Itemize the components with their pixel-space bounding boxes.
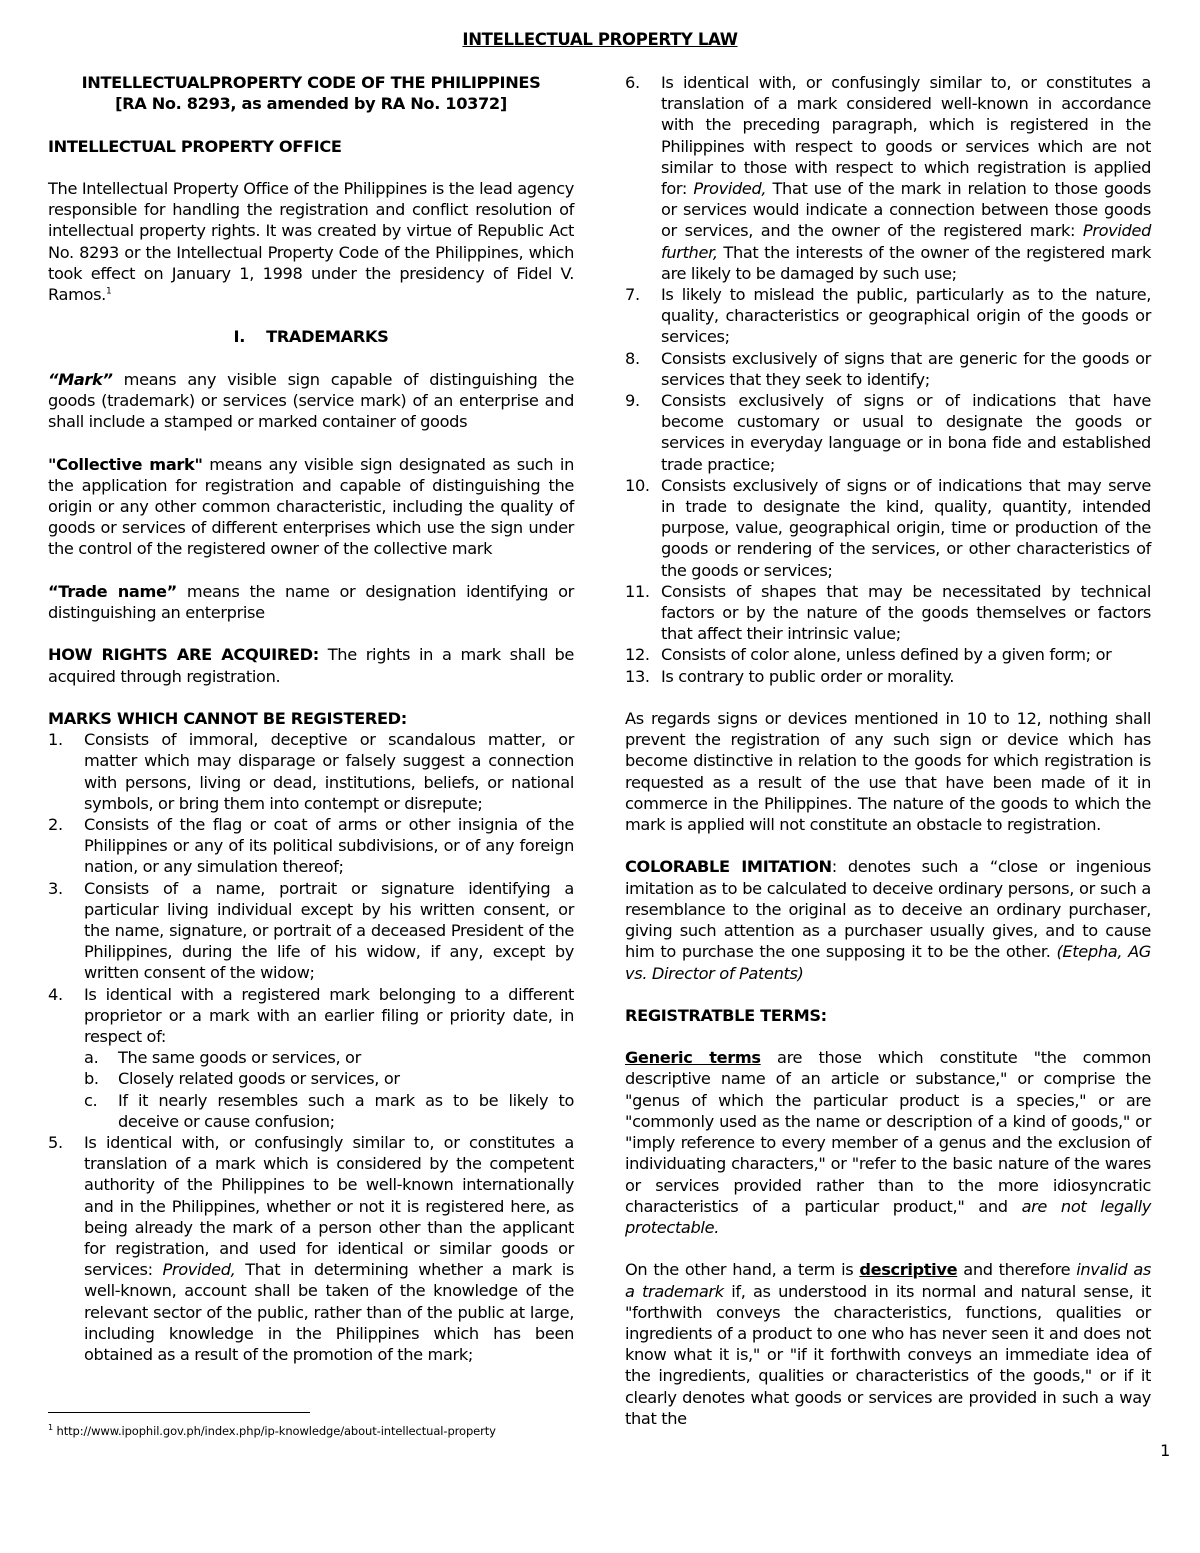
sub-list	[84, 1047, 574, 1132]
sub-list-item: c. If it nearly resembles such a mark as to be likely to deceive or cause confusion;	[84, 1090, 574, 1131]
mark-def: means any visible sign capable of distinguishing the goods (trademark) or services (service mark) of an enterprise and shall include a stamped or marked container of goods	[48, 369, 574, 432]
list-item: 5. Is identical with, or confusingly similar to, or constitutes a translation of a mark which is considered by the competent authority of the Philippines to be well-known internationally and in the Philippines, whether or not it is registered here, as being already the mark of a person other than the applicant for registration, and used for identical or similar goods or services: Provided, That in determining whether a mark is well-known, account shall be taken of the knowledge of the relevant sector of the public, rather than of the public at large, including knowledge in the Philippines which has been obtained as a result of the promotion of the mark;	[48, 1133, 574, 1365]
list-item: 10. Consists exclusively of signs or of indications that may serve in trade to designate the kind, quality, quantity, intended purpose, value, geographical origin, time or production of the goods or rendering of the services, or other characteristics of the goods or services;	[625, 475, 1151, 580]
rights-def: The rights in a mark shall be acquired through registration.	[48, 645, 574, 686]
footnote-ref[interactable]: 1	[105, 286, 112, 297]
unregistrable-marks-list-continued	[625, 72, 1151, 687]
trade-name-definition	[48, 581, 574, 623]
footnote-number: 1	[48, 1423, 53, 1433]
list-item: 4. Is identical with a registered mark belonging to a different proprietor or a mark with an earlier filing or priority date, in respect of: a. The same goods or services, or b. Closely related goods or services, or c. If it nearly resembles such a mark as to be likely to deceive or cause confusion;	[48, 984, 574, 1131]
list-item: 9. Consists exclusively of signs or of indications that have become customary or usual to designate the goods or services in everyday language or in bona fide and established trade practice;	[625, 391, 1151, 474]
registrable-heading: REGISTRATBLE TERMS:	[625, 1005, 827, 1025]
sub-list-item: a. The same goods or services, or	[84, 1048, 361, 1068]
list-item: 2. Consists of the flag or coat of arms or other insignia of the Philippines or any of its political subdivisions, or of any foreign nation, or any simulation thereof;	[48, 814, 574, 877]
page-number: 1	[1160, 1441, 1170, 1460]
list-item: 11. Consists of shapes that may be necessitated by technical factors or by the nature of the goods themselves or factors that affect their intrinsic value;	[625, 581, 1151, 644]
rights-term: HOW RIGHTS ARE ACQUIRED:	[48, 645, 319, 665]
office-text: The Intellectual Property Office of the Philippines is the lead agency responsible for handling the registration and conflict resolution of intellectual property rights. It was created by virtue of Republic Act No. 8293 or the Intellectual Property Code of the Philippines, which took effect on January 1, 1998 under the presidency of Fidel V. Ramos.	[48, 178, 574, 304]
collective-def: means any visible sign designated as such in the application for registration and capable of distinguishing the origin or any other common characteristic, including the quality of goods or services of different enterprises which use the sign under the control of the registered owner of the collective mark	[48, 454, 574, 559]
rights-acquired	[48, 644, 574, 686]
office-paragraph	[48, 178, 574, 305]
footnote-divider	[48, 1412, 310, 1413]
colorable-term: COLORABLE IMITATION	[625, 857, 832, 877]
sub-list-item: b. Closely related goods or services, or	[84, 1069, 400, 1089]
list-item: 8. Consists exclusively of signs that are generic for the goods or services that they seek to identify;	[625, 348, 1151, 389]
unregistrable-marks-list	[48, 729, 574, 1365]
tradename-term: “Trade name”	[48, 581, 177, 601]
tradename-def: means the name or designation identifying or distinguishing an enterprise	[48, 581, 574, 622]
list-item: 3. Consists of a name, portrait or signature identifying a particular living individual except by his written consent, or the name, signature, or portrait of a deceased President of the Philippines, during the life of his widow, if any, except by written consent of the widow;	[48, 878, 574, 983]
footnote	[48, 1424, 496, 1438]
left-column	[48, 72, 574, 1365]
descriptive-paragraph: On the other hand, a term is descriptive and therefore invalid as a trademark if, as understood in its normal and natural sense, it "forthwith conveys the characteristics, functions, qualities or ingredients of a product to one who has never seen it and does not know what it is," or "if it forthwith conveys an immediate idea of the ingredients, qualities or characteristics of the goods," or if it clearly denotes what goods or services are provided in such a way that the	[625, 1260, 1152, 1428]
colorable-imitation-paragraph: COLORABLE IMITATION: denotes such a “close or ingenious imitation as to be calculated to deceive ordinary persons, or such a resemblance to the original as to deceive an ordinary purchaser, giving such attention as a purchaser usually gives, and to cause him to purchase the one supposing it to be the other. (Etepha, AG vs. Director of Patents)	[625, 857, 1151, 983]
list-item: 7. Is likely to mislead the public, particularly as to the nature, quality, characteristics or geographical origin of the goods or services;	[625, 285, 1151, 347]
right-column	[625, 72, 1151, 1429]
descriptive-term: descriptive	[859, 1260, 958, 1280]
list-item: 13. Is contrary to public order or morality.	[625, 666, 954, 686]
page-title: INTELLECTUAL PROPERTY LAW	[462, 30, 738, 49]
regards-paragraph: As regards signs or devices mentioned in 10 to 12, nothing shall prevent the registration of any such sign or device which has become distinctive in relation to the goods for which registration is requested as a result of the use that have been made of it in commerce in the Philippines. The nature of the goods to which the mark is applied will not constitute an obstacle to registration.	[625, 709, 1151, 835]
code-title: INTELLECTUALPROPERTY CODE OF THE PHILIPPINES	[81, 73, 541, 92]
colorable-citation: (Etepha, AG vs. Director of Patents)	[625, 942, 1151, 983]
footnote-url[interactable]: http://www.ipophil.gov.ph/index.php/ip-knowledge/about-intellectual-property	[53, 1424, 496, 1438]
list-item: 1. Consists of immoral, deceptive or scandalous matter, or matter which may disparage or falsely suggest a connection with persons, living or dead, institutions, beliefs, or national symbols, or bring them into contempt or disrepute;	[48, 730, 574, 813]
marks-heading: MARKS WHICH CANNOT BE REGISTERED:	[48, 708, 407, 728]
code-subtitle: [RA No. 8293, as amended by RA No. 10372]	[115, 94, 507, 114]
mark-term: “Mark”	[48, 369, 113, 389]
collective-mark-definition	[48, 454, 574, 560]
generic-terms-paragraph: Generic terms are those which constitute "the common descriptive name of an article or substance," or comprise the "genus of which the particular product is a species," or are "commonly used as the name or description of a kind of goods," or "imply reference to every member of a genus and the exclusion of individuating characters," or "refer to the basic nature of the wares or services provided rather than to the more idiosyncratic characteristics of a particular product," and are not legally protectable.	[625, 1048, 1152, 1237]
list-item: 6. Is identical with, or confusingly similar to, or constitutes a translation of a mark considered well-known in accordance with the preceding paragraph, which is registered in the Philippines with respect to goods or services which are not similar to those with respect to which registration is applied for: Provided, That use of the mark in relation to those goods or services would indicate a connection between those goods or services, and the owner of the registered mark: Provided further, That the interests of the owner of the registered mark are likely to be damaged by such use;	[625, 73, 1151, 283]
list-item: 12. Consists of color alone, unless defined by a given form; or	[625, 645, 1112, 665]
mark-definition	[48, 369, 574, 433]
office-heading: INTELLECTUAL PROPERTY OFFICE	[48, 136, 342, 156]
section-heading-trademarks: I. TRADEMARKS	[233, 327, 389, 347]
collective-term: "Collective mark"	[48, 454, 203, 474]
generic-term: Generic terms	[625, 1048, 761, 1068]
